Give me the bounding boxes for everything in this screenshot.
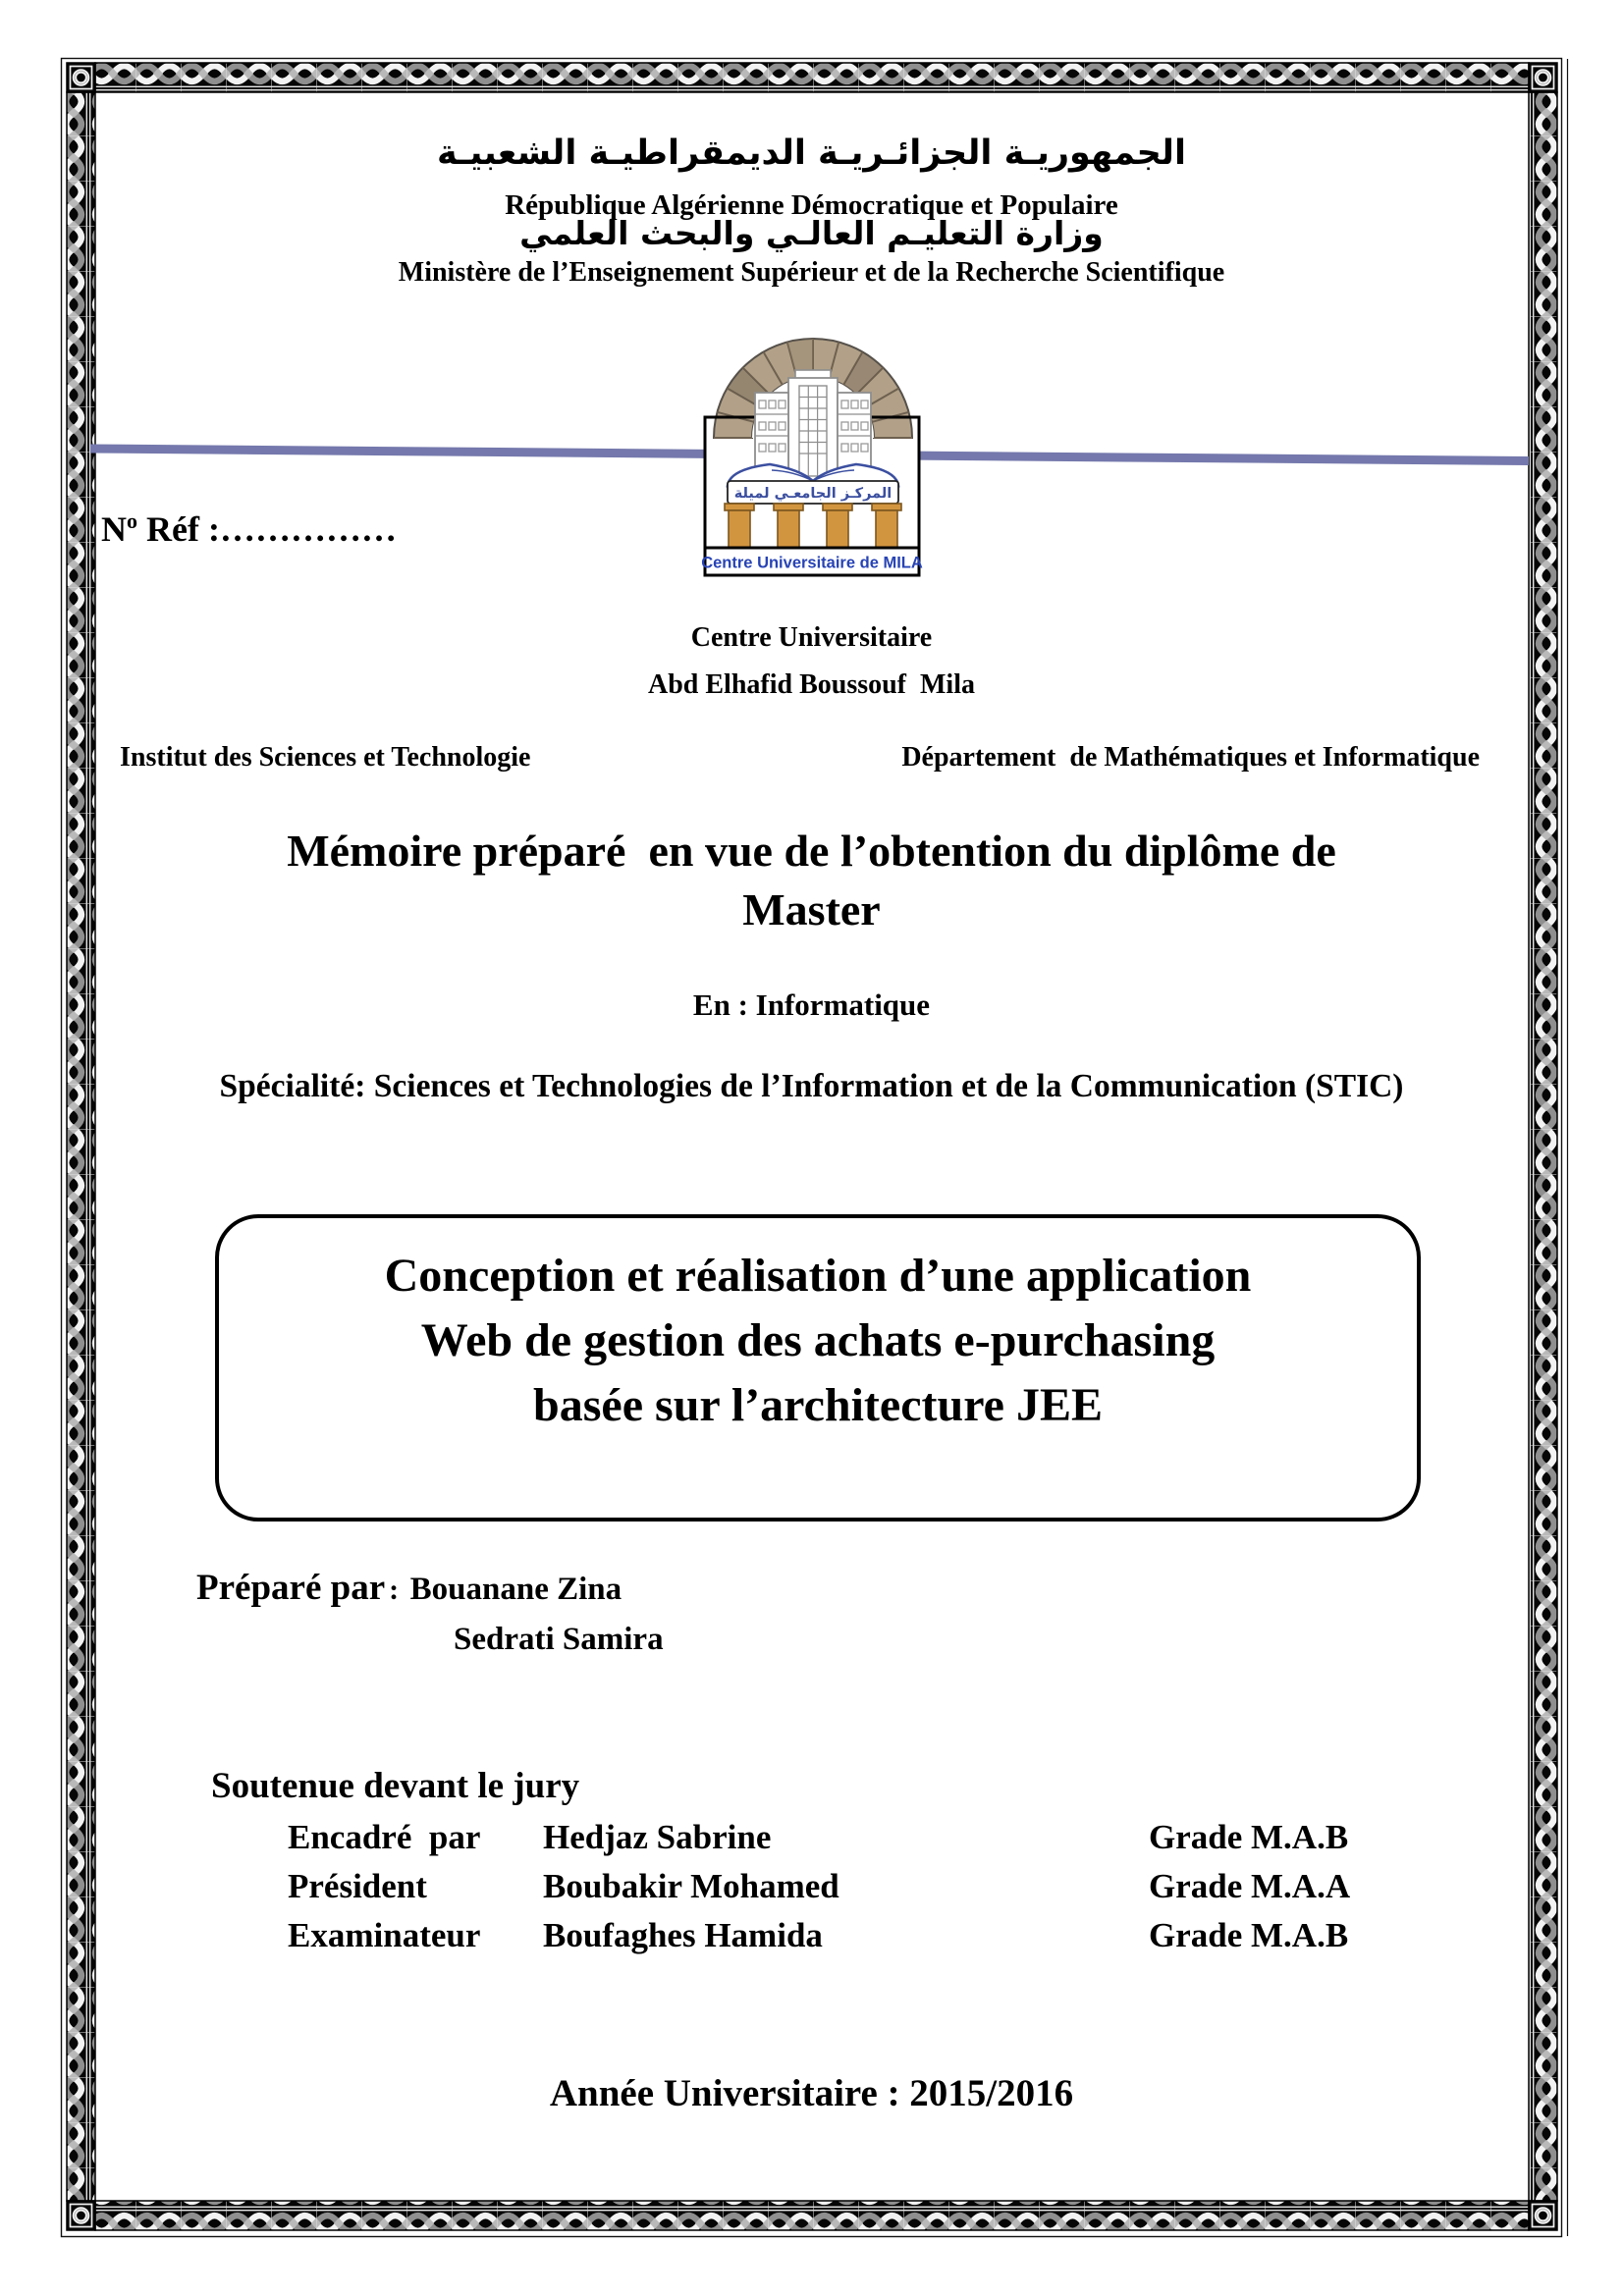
jury-role: Président	[288, 1867, 427, 1905]
jury-heading: Soutenue devant le jury	[211, 1766, 580, 1806]
jury-role: Encadré par	[288, 1818, 481, 1856]
jury-row	[0, 1867, 1623, 1910]
degree-field: En : Informatique	[692, 988, 931, 1022]
border-corner-ring-top-left	[67, 63, 95, 92]
border-corner-ring-bottom-right	[1529, 2201, 1557, 2230]
jury-grade: Grade M.A.B	[1149, 1916, 1349, 1954]
jury-grade: Grade M.A.B	[1149, 1818, 1349, 1856]
thesis-title-box	[215, 1214, 1421, 1522]
institute-name: Institut des Sciences et Technologie	[120, 742, 531, 773]
jury-role: Examinateur	[288, 1916, 481, 1954]
degree-specialty: Spécialité: Sciences et Technologies de l’Information et de la Communication (STIC)	[219, 1068, 1404, 1104]
thesis-title-line3: basée sur l’architecture JEE	[533, 1379, 1103, 1431]
memoire-line2: Master	[742, 884, 881, 934]
university-name-line1: Centre Universitaire	[690, 622, 933, 653]
academic-year: Année Universitaire : 2015/2016	[549, 2072, 1074, 2114]
header-french-republic: République Algérienne Démocratique et Populaire	[505, 189, 1118, 221]
university-name-line2: Abd Elhafid Boussouf Mila	[648, 669, 975, 700]
svg-text:المركـز الجامعـي لميلة: المركـز الجامعـي لميلة	[733, 486, 893, 502]
author-1: Bouanane Zina	[409, 1572, 622, 1607]
jury-name: Boubakir Mohamed	[543, 1867, 839, 1905]
prepared-by-label: Préparé par	[196, 1568, 386, 1608]
prepared-by-line: Préparé par : Bouanane Zina	[196, 1568, 622, 1608]
border-corner-ring-top-right	[1529, 63, 1557, 92]
thesis-title-line1: Conception et réalisation d’une application	[384, 1250, 1252, 1302]
logo-caption: Centre Universitaire de MILA	[701, 554, 923, 572]
border-corner-ring-bottom-left	[67, 2201, 95, 2230]
header-french-ministry: Ministère de l’Enseignement Supérieur et de la Recherche Scientifique	[398, 257, 1225, 288]
jury-row	[0, 1818, 1623, 1861]
logo-arabic-banner	[728, 481, 898, 504]
author-2: Sedrati Samira	[454, 1622, 664, 1657]
thesis-title-line2: Web de gestion des achats e-purchasing	[420, 1314, 1216, 1366]
jury-name: Hedjaz Sabrine	[543, 1818, 772, 1856]
header-arabic-republic: الجمهوريـة الجزائـريـة الديمقراطيـة الشعبيـة	[437, 133, 1186, 173]
jury-grade: Grade M.A.A	[1149, 1867, 1351, 1905]
jury-name: Boufaghes Hamida	[543, 1916, 823, 1954]
logo-caption-strip	[701, 548, 923, 575]
header-arabic-ministry: وزارة التعليـم العالـي والبحث العلمي	[519, 214, 1104, 252]
university-logo	[700, 334, 926, 579]
memoire-line1: Mémoire préparé en vue de l’obtention du diplôme de	[287, 826, 1336, 876]
jury-row	[0, 1916, 1623, 1959]
department-name: Département de Mathématiques et Informatique	[901, 742, 1480, 773]
reference-number: $N^o$ Réf :……………	[101, 508, 397, 549]
